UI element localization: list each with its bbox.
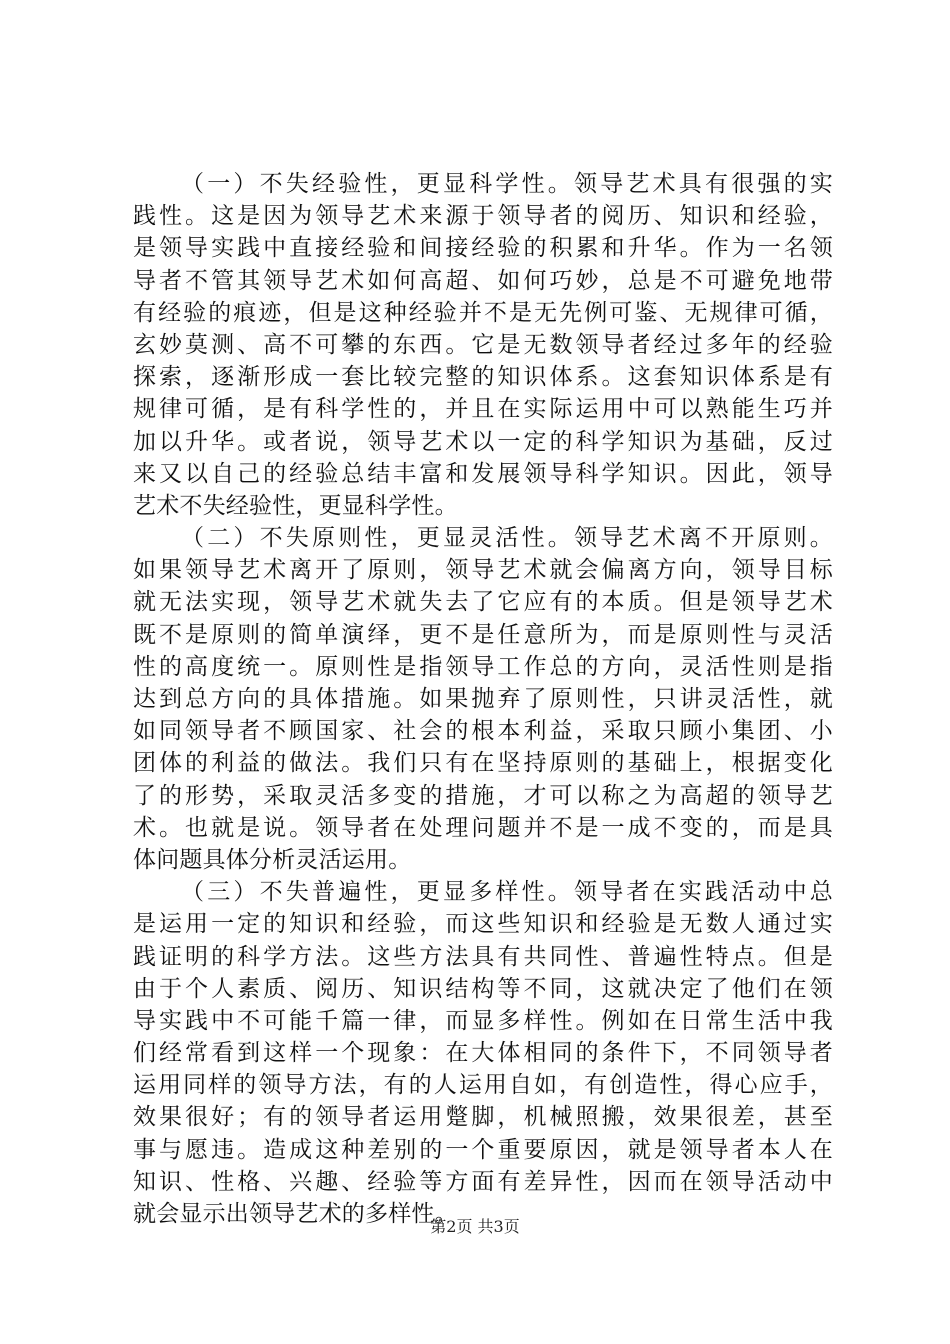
text-line: 就无法实现，领导艺术就失去了它应有的本质。但是领导艺术	[133, 589, 833, 616]
text-line: （二）不失原则性，更显灵活性。领导艺术离不开原则。	[181, 525, 833, 552]
text-line: 玄妙莫测、高不可攀的东西。它是无数领导者经过多年的经验	[133, 331, 833, 358]
text-line: 们经常看到这样一个现象：在大体相同的条件下，不同领导者	[133, 1040, 833, 1067]
text-line: 践性。这是因为领导艺术来源于领导者的阅历、知识和经验，	[133, 203, 833, 230]
text-line: 团体的利益的做法。我们只有在坚持原则的基础上，根据变化	[133, 750, 833, 777]
text-line: 导者不管其领导艺术如何高超、如何巧妙，总是不可避免地带	[133, 267, 833, 294]
text-line: 艺术不失经验性，更显科学性。	[133, 492, 458, 519]
paragraph-3	[133, 876, 833, 1230]
text-line: 达到总方向的具体措施。如果抛弃了原则性，只讲灵活性，就	[133, 686, 833, 712]
text-line: 效果很好；有的领导者运用蹩脚，机械照搬，效果很差，甚至	[133, 1104, 833, 1131]
text-line: 是运用一定的知识和经验，而这些知识和经验是无数人通过实	[133, 911, 833, 938]
text-line: 有经验的痕迹，但是这种经验并不是无先例可鉴、无规律可循，	[133, 299, 833, 326]
text-line: 既不是原则的简单演绎，更不是任意所为，而是原则性与灵活	[133, 621, 833, 648]
text-line: （一）不失经验性，更显科学性。领导艺术具有很强的实	[181, 171, 833, 197]
text-line: 事与愿违。造成这种差别的一个重要原因，就是领导者本人在	[133, 1136, 833, 1163]
text-line: 性的高度统一。原则性是指领导工作总的方向，灵活性则是指	[133, 653, 833, 680]
paragraph-2	[133, 522, 833, 876]
text-line: 如同领导者不顾国家、社会的根本利益，采取只顾小集团、小	[133, 718, 833, 745]
paragraph-1	[133, 168, 833, 522]
text-line: 导实践中不可能千篇一律，而显多样性。例如在日常生活中我	[133, 1007, 833, 1034]
text-line: 知识、性格、兴趣、经验等方面有差异性，因而在领导活动中	[133, 1168, 833, 1195]
text-line: 体问题具体分析灵活运用。	[133, 846, 412, 873]
text-line: 是领导实践中直接经验和间接经验的积累和升华。作为一名领	[133, 235, 833, 262]
text-line: 由于个人素质、阅历、知识结构等不同，这就决定了他们在领	[133, 975, 833, 1002]
text-line: 就会显示出领导艺术的多样性。	[133, 1201, 458, 1227]
text-line: 探索，逐渐形成一套比较完整的知识体系。这套知识体系是有	[133, 364, 833, 391]
text-line: 践证明的科学方法。这些方法具有共同性、普遍性特点。但是	[133, 943, 833, 970]
page-footer: 第2页 共3页	[430, 1217, 520, 1236]
document-body	[133, 168, 833, 1230]
text-line: （三）不失普遍性，更显多样性。领导者在实践活动中总	[181, 879, 833, 906]
text-line: 术。也就是说。领导者在处理问题并不是一成不变的，而是具	[133, 814, 833, 841]
text-line: 规律可循，是有科学性的，并且在实际运用中可以熟能生巧并	[133, 396, 833, 423]
text-line: 来又以自己的经验总结丰富和发展领导科学知识。因此，领导	[133, 460, 833, 487]
text-line: 了的形势，采取灵活多变的措施，才可以称之为高超的领导艺	[133, 782, 833, 809]
text-line: 加以升华。或者说，领导艺术以一定的科学知识为基础，反过	[133, 428, 833, 455]
text-line: 运用同样的领导方法，有的人运用自如，有创造性，得心应手，	[133, 1072, 833, 1099]
text-line: 如果领导艺术离开了原则，领导艺术就会偏离方向，领导目标	[133, 557, 833, 584]
